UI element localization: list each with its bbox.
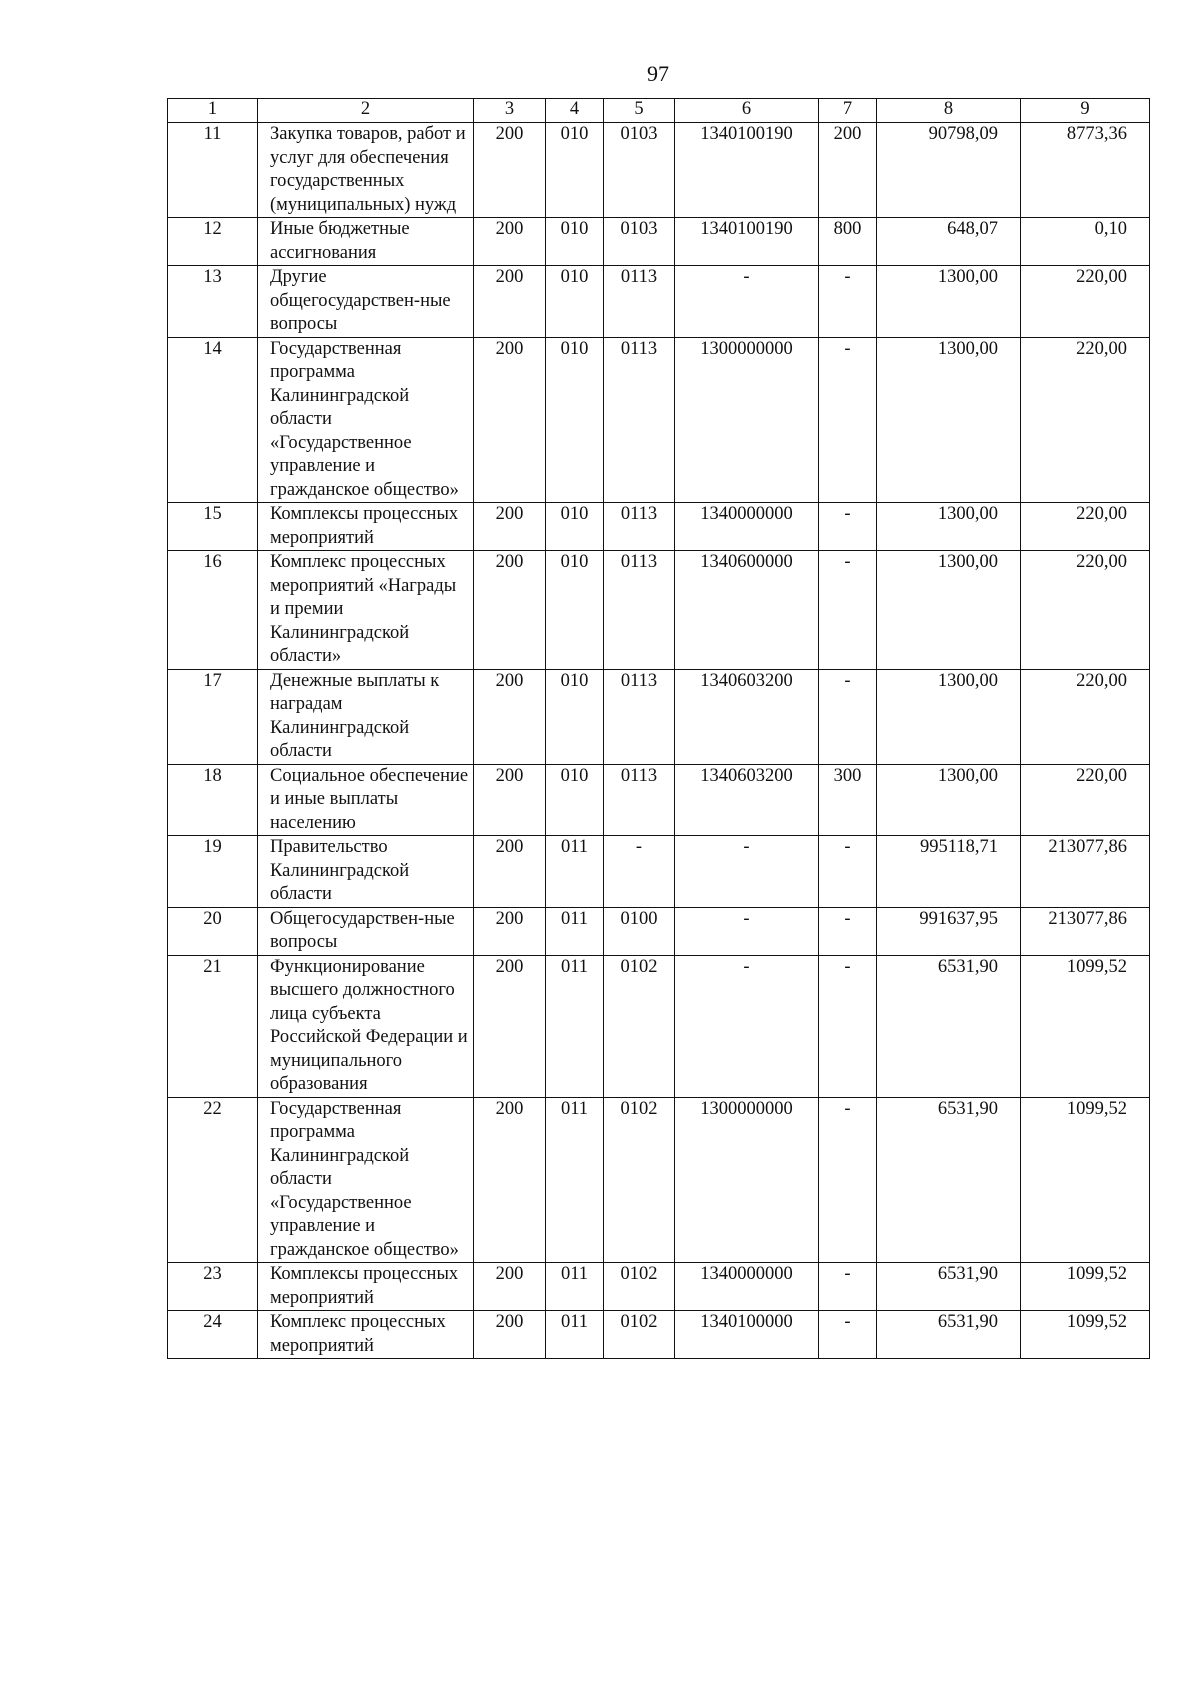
expense-type-cell: - — [819, 1263, 877, 1311]
column-number-cell: 1 — [168, 99, 258, 123]
section-code-cell: 0103 — [604, 123, 675, 218]
department-code-cell: 010 — [546, 764, 604, 836]
department-code-cell: 010 — [546, 123, 604, 218]
amount-plan-cell: 995118,71 — [877, 836, 1021, 908]
target-article-cell: 1340000000 — [675, 503, 819, 551]
admin-code-cell: 200 — [474, 836, 546, 908]
expense-type-cell: - — [819, 551, 877, 670]
target-article-cell: 1340100000 — [675, 1311, 819, 1359]
item-name-cell: Государственная программа Калининградской области «Государственное управление и гражданское общество» — [258, 1097, 474, 1263]
table-row — [168, 669, 1150, 764]
admin-code-cell: 200 — [474, 1311, 546, 1359]
amount-actual-cell: 8773,36 — [1021, 123, 1150, 218]
item-name-cell: Социальное обеспечение и иные выплаты населению — [258, 764, 474, 836]
department-code-cell: 011 — [546, 955, 604, 1097]
row-number-cell: 20 — [168, 907, 258, 955]
item-name-cell: Иные бюджетные ассигнования — [258, 218, 474, 266]
department-code-cell: 011 — [546, 907, 604, 955]
admin-code-cell: 200 — [474, 503, 546, 551]
row-number-cell: 11 — [168, 123, 258, 218]
target-article-cell: - — [675, 266, 819, 338]
table-row — [168, 907, 1150, 955]
row-number-cell: 23 — [168, 1263, 258, 1311]
amount-plan-cell: 1300,00 — [877, 503, 1021, 551]
section-code-cell: - — [604, 836, 675, 908]
row-number-cell: 22 — [168, 1097, 258, 1263]
amount-plan-cell: 6531,90 — [877, 1263, 1021, 1311]
target-article-cell: 1340000000 — [675, 1263, 819, 1311]
amount-actual-cell: 220,00 — [1021, 503, 1150, 551]
amount-actual-cell: 220,00 — [1021, 266, 1150, 338]
table-row — [168, 764, 1150, 836]
department-code-cell: 010 — [546, 266, 604, 338]
row-number-cell: 24 — [168, 1311, 258, 1359]
expense-type-cell: - — [819, 266, 877, 338]
row-number-cell: 17 — [168, 669, 258, 764]
department-code-cell: 010 — [546, 669, 604, 764]
amount-plan-cell: 1300,00 — [877, 266, 1021, 338]
section-code-cell: 0102 — [604, 1097, 675, 1263]
table-row — [168, 503, 1150, 551]
section-code-cell: 0113 — [604, 503, 675, 551]
column-number-cell: 2 — [258, 99, 474, 123]
item-name-cell: Комплекс процессных мероприятий «Награды и премии Калининградской области» — [258, 551, 474, 670]
table-row — [168, 836, 1150, 908]
amount-plan-cell: 6531,90 — [877, 1311, 1021, 1359]
admin-code-cell: 200 — [474, 907, 546, 955]
amount-actual-cell: 1099,52 — [1021, 1097, 1150, 1263]
item-name-cell: Общегосударствен-ные вопросы — [258, 907, 474, 955]
target-article-cell: 1340603200 — [675, 669, 819, 764]
admin-code-cell: 200 — [474, 1263, 546, 1311]
target-article-cell: - — [675, 836, 819, 908]
amount-plan-cell: 90798,09 — [877, 123, 1021, 218]
row-number-cell: 12 — [168, 218, 258, 266]
admin-code-cell: 200 — [474, 337, 546, 503]
amount-plan-cell: 1300,00 — [877, 551, 1021, 670]
target-article-cell: 1340100190 — [675, 218, 819, 266]
target-article-cell: 1340600000 — [675, 551, 819, 670]
section-code-cell: 0102 — [604, 1263, 675, 1311]
section-code-cell: 0113 — [604, 764, 675, 836]
table-row — [168, 123, 1150, 218]
admin-code-cell: 200 — [474, 764, 546, 836]
expense-type-cell: - — [819, 503, 877, 551]
item-name-cell: Закупка товаров, работ и услуг для обеспечения государственных (муниципальных) нужд — [258, 123, 474, 218]
admin-code-cell: 200 — [474, 1097, 546, 1263]
admin-code-cell: 200 — [474, 123, 546, 218]
expense-type-cell: - — [819, 669, 877, 764]
amount-actual-cell: 220,00 — [1021, 551, 1150, 670]
section-code-cell: 0113 — [604, 669, 675, 764]
target-article-cell: - — [675, 907, 819, 955]
expense-type-cell: - — [819, 836, 877, 908]
amount-actual-cell: 220,00 — [1021, 764, 1150, 836]
target-article-cell: 1340100190 — [675, 123, 819, 218]
expense-type-cell: - — [819, 907, 877, 955]
row-number-cell: 15 — [168, 503, 258, 551]
admin-code-cell: 200 — [474, 669, 546, 764]
department-code-cell: 010 — [546, 218, 604, 266]
department-code-cell: 010 — [546, 337, 604, 503]
column-number-cell: 8 — [877, 99, 1021, 123]
department-code-cell: 011 — [546, 1097, 604, 1263]
row-number-cell: 19 — [168, 836, 258, 908]
admin-code-cell: 200 — [474, 551, 546, 670]
column-number-cell: 3 — [474, 99, 546, 123]
row-number-cell: 14 — [168, 337, 258, 503]
amount-actual-cell: 220,00 — [1021, 669, 1150, 764]
table-row — [168, 218, 1150, 266]
expense-type-cell: - — [819, 337, 877, 503]
expense-type-cell: - — [819, 1097, 877, 1263]
item-name-cell: Комплекс процессных мероприятий — [258, 1311, 474, 1359]
column-number-cell: 6 — [675, 99, 819, 123]
amount-actual-cell: 1099,52 — [1021, 955, 1150, 1097]
row-number-cell: 16 — [168, 551, 258, 670]
item-name-cell: Денежные выплаты к наградам Калининградской области — [258, 669, 474, 764]
department-code-cell: 011 — [546, 1263, 604, 1311]
section-code-cell: 0113 — [604, 337, 675, 503]
column-number-cell: 7 — [819, 99, 877, 123]
amount-plan-cell: 1300,00 — [877, 337, 1021, 503]
row-number-cell: 21 — [168, 955, 258, 1097]
amount-plan-cell: 648,07 — [877, 218, 1021, 266]
expense-type-cell: - — [819, 1311, 877, 1359]
budget-table — [167, 98, 1150, 1359]
expense-type-cell: 200 — [819, 123, 877, 218]
item-name-cell: Комплексы процессных мероприятий — [258, 1263, 474, 1311]
item-name-cell: Комплексы процессных мероприятий — [258, 503, 474, 551]
section-code-cell: 0113 — [604, 266, 675, 338]
expense-type-cell: - — [819, 955, 877, 1097]
item-name-cell: Функционирование высшего должностного лица субъекта Российской Федерации и муниципального образования — [258, 955, 474, 1097]
amount-actual-cell: 220,00 — [1021, 337, 1150, 503]
amount-plan-cell: 1300,00 — [877, 764, 1021, 836]
amount-plan-cell: 6531,90 — [877, 955, 1021, 1097]
department-code-cell: 011 — [546, 1311, 604, 1359]
amount-plan-cell: 6531,90 — [877, 1097, 1021, 1263]
page-number: 97 — [647, 61, 669, 86]
section-code-cell: 0103 — [604, 218, 675, 266]
amount-actual-cell: 213077,86 — [1021, 907, 1150, 955]
amount-actual-cell: 213077,86 — [1021, 836, 1150, 908]
expense-type-cell: 800 — [819, 218, 877, 266]
admin-code-cell: 200 — [474, 266, 546, 338]
department-code-cell: 011 — [546, 836, 604, 908]
expense-type-cell: 300 — [819, 764, 877, 836]
row-number-cell: 13 — [168, 266, 258, 338]
table-row — [168, 955, 1150, 1097]
section-code-cell: 0102 — [604, 955, 675, 1097]
table-row — [168, 551, 1150, 670]
target-article-cell: 1300000000 — [675, 1097, 819, 1263]
amount-actual-cell: 1099,52 — [1021, 1311, 1150, 1359]
item-name-cell: Правительство Калининградской области — [258, 836, 474, 908]
amount-actual-cell: 0,10 — [1021, 218, 1150, 266]
section-code-cell: 0100 — [604, 907, 675, 955]
table-row — [168, 266, 1150, 338]
amount-plan-cell: 991637,95 — [877, 907, 1021, 955]
column-number-cell: 5 — [604, 99, 675, 123]
column-number-row — [168, 99, 1150, 123]
column-number-cell: 4 — [546, 99, 604, 123]
admin-code-cell: 200 — [474, 218, 546, 266]
amount-actual-cell: 1099,52 — [1021, 1263, 1150, 1311]
target-article-cell: 1340603200 — [675, 764, 819, 836]
row-number-cell: 18 — [168, 764, 258, 836]
department-code-cell: 010 — [546, 551, 604, 670]
section-code-cell: 0102 — [604, 1311, 675, 1359]
department-code-cell: 010 — [546, 503, 604, 551]
target-article-cell: 1300000000 — [675, 337, 819, 503]
table-row — [168, 1263, 1150, 1311]
target-article-cell: - — [675, 955, 819, 1097]
item-name-cell: Другие общегосударствен-ные вопросы — [258, 266, 474, 338]
amount-plan-cell: 1300,00 — [877, 669, 1021, 764]
table-row — [168, 1097, 1150, 1263]
section-code-cell: 0113 — [604, 551, 675, 670]
table-row — [168, 1311, 1150, 1359]
column-number-cell: 9 — [1021, 99, 1150, 123]
item-name-cell: Государственная программа Калининградской области «Государственное управление и гражданское общество» — [258, 337, 474, 503]
admin-code-cell: 200 — [474, 955, 546, 1097]
table-row — [168, 337, 1150, 503]
